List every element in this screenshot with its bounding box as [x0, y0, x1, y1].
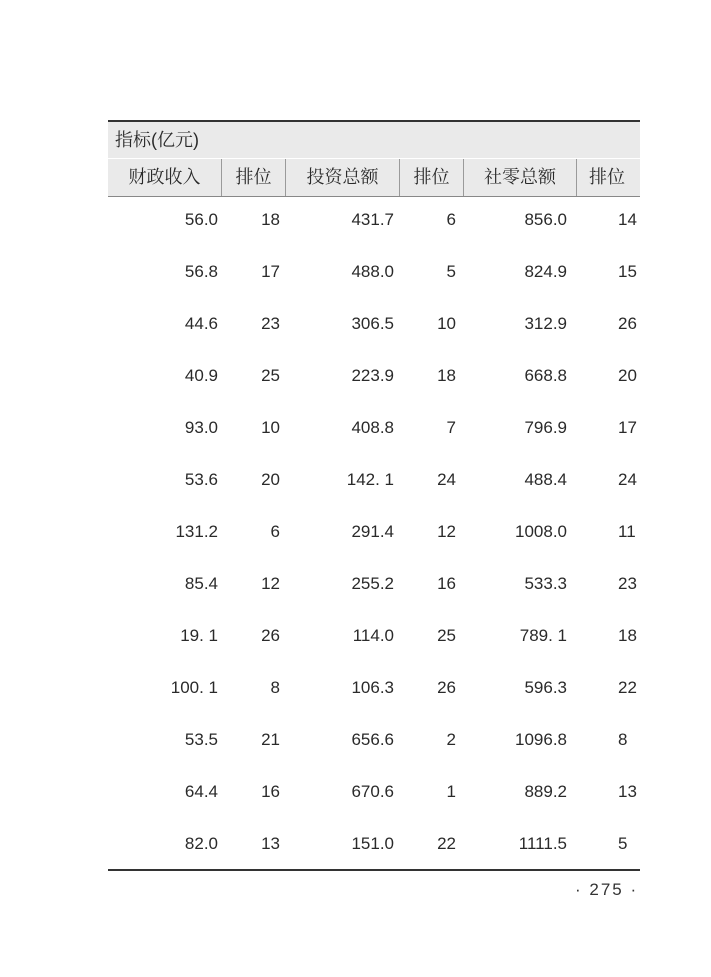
investment-total-cell: 488.0 [351, 262, 394, 281]
rank-cell: 10 [261, 418, 280, 437]
statistics-table [108, 120, 640, 197]
fiscal-revenue-cell: 82.0 [184, 834, 218, 853]
rank-cell: 25 [261, 366, 280, 385]
investment-total-cell: 408.8 [351, 418, 394, 437]
investment-total-cell: 106.3 [351, 678, 394, 697]
rank-cell: 5 [446, 262, 456, 281]
rank-cell: 18 [618, 626, 637, 645]
rank-cell: 26 [261, 626, 280, 645]
retail-sales-total-cell: 796.9 [524, 418, 567, 437]
retail-sales-total-cell: 856.0 [524, 210, 567, 229]
rank-cell: 11 [618, 522, 636, 541]
retail-sales-total-cell: 533.3 [524, 574, 567, 593]
rank-cell: 26 [437, 678, 456, 697]
table-row [108, 246, 640, 298]
fiscal-revenue-cell: 93.0 [184, 418, 218, 437]
rank-cell: 12 [261, 574, 280, 593]
rank-cell: 24 [437, 470, 456, 489]
fiscal-revenue-cell: 56.8 [184, 262, 218, 281]
fiscal-revenue-cell: 53.5 [184, 730, 218, 749]
table-row [108, 818, 640, 870]
investment-total-cell: 114.0 [352, 626, 394, 645]
rank-cell: 24 [618, 470, 637, 489]
table-row [108, 662, 640, 714]
rank-cell: 13 [261, 834, 280, 853]
investment-total-cell: 431.7 [351, 210, 394, 229]
table-row [108, 454, 640, 506]
rank-cell: 14 [618, 210, 637, 229]
fiscal-revenue-cell: 85.4 [184, 574, 218, 593]
rank-cell: 7 [446, 418, 456, 437]
rank-cell: 17 [618, 418, 637, 437]
investment-total-cell: 151.0 [351, 834, 394, 853]
retail-sales-total-cell: 488.4 [524, 470, 567, 489]
retail-sales-total-cell: 668.8 [524, 366, 567, 385]
page-number: · 275 · [575, 880, 639, 899]
investment-total-cell: 291.4 [351, 522, 394, 541]
investment-total-cell: 142. 1 [346, 470, 394, 489]
retail-sales-total-cell: 1096.8 [515, 730, 567, 749]
rank-cell: 15 [618, 262, 637, 281]
rank-cell: 1 [446, 782, 456, 801]
fiscal-revenue-cell: 40.9 [184, 366, 218, 385]
rank-cell: 6 [270, 522, 280, 541]
rank-cell: 16 [437, 574, 456, 593]
rank-cell: 22 [437, 834, 456, 853]
retail-sales-total-cell: 596.3 [524, 678, 567, 697]
rank-cell: 17 [261, 262, 280, 281]
rank-cell: 10 [437, 314, 456, 333]
retail-sales-total-cell: 1008.0 [515, 522, 567, 541]
table-row [108, 558, 640, 610]
table-row [108, 766, 640, 818]
rank-cell: 22 [618, 678, 637, 697]
retail-sales-total-cell: 312.9 [524, 314, 567, 333]
rank-cell: 18 [437, 366, 456, 385]
fiscal-revenue-cell: 19. 1 [180, 626, 218, 645]
rank-cell: 8 [270, 678, 280, 697]
retail-sales-total-cell: 1111.5 [518, 834, 567, 853]
rank-cell: 26 [618, 314, 637, 333]
fiscal-revenue-cell: 53.6 [184, 470, 218, 489]
retail-sales-total-cell: 889.2 [524, 782, 567, 801]
investment-total-cell: 255.2 [351, 574, 394, 593]
investment-total-cell: 306.5 [351, 314, 394, 333]
fiscal-revenue-cell: 44.6 [184, 314, 218, 333]
rank-cell: 2 [446, 730, 456, 749]
table-row [108, 402, 640, 454]
rank-cell: 18 [261, 210, 280, 229]
rank-cell: 23 [261, 314, 280, 333]
column-header-rank: 排位 [222, 159, 286, 196]
fiscal-revenue-cell: 100. 1 [170, 678, 218, 697]
column-header-rank: 排位 [400, 159, 464, 196]
table-body [108, 194, 640, 870]
fiscal-revenue-cell: 131.2 [175, 522, 218, 541]
column-header-investment-total: 投资总额 [286, 159, 400, 196]
investment-total-cell: 656.6 [351, 730, 394, 749]
table-row [108, 714, 640, 766]
rank-cell: 12 [437, 522, 456, 541]
unit-label: 指标(亿元) [108, 122, 640, 159]
column-header-fiscal-revenue: 财政收入 [108, 159, 222, 196]
rank-cell: 20 [261, 470, 280, 489]
investment-total-cell: 670.6 [351, 782, 394, 801]
rank-cell: 21 [261, 730, 280, 749]
retail-sales-total-cell: 824.9 [524, 262, 567, 281]
table-row [108, 194, 640, 246]
retail-sales-total-cell: 789. 1 [519, 626, 567, 645]
column-header-rank: 排位 [589, 167, 625, 187]
investment-total-cell: 223.9 [351, 366, 394, 385]
rank-cell: 20 [618, 366, 637, 385]
column-header-retail-sales-total: 社零总额 [464, 159, 577, 196]
table-row [108, 350, 640, 402]
table-row [108, 506, 640, 558]
table-bottom-rule [108, 869, 640, 871]
fiscal-revenue-cell: 56.0 [184, 210, 218, 229]
rank-cell: 23 [618, 574, 637, 593]
table-header [108, 122, 640, 197]
rank-cell: 5 [618, 834, 628, 853]
rank-cell: 25 [437, 626, 456, 645]
rank-cell: 13 [618, 782, 637, 801]
table-row [108, 610, 640, 662]
rank-cell: 8 [618, 730, 628, 749]
rank-cell: 6 [446, 210, 456, 229]
column-header-row [108, 159, 640, 197]
rank-cell: 16 [261, 782, 280, 801]
fiscal-revenue-cell: 64.4 [184, 782, 218, 801]
table-row [108, 298, 640, 350]
